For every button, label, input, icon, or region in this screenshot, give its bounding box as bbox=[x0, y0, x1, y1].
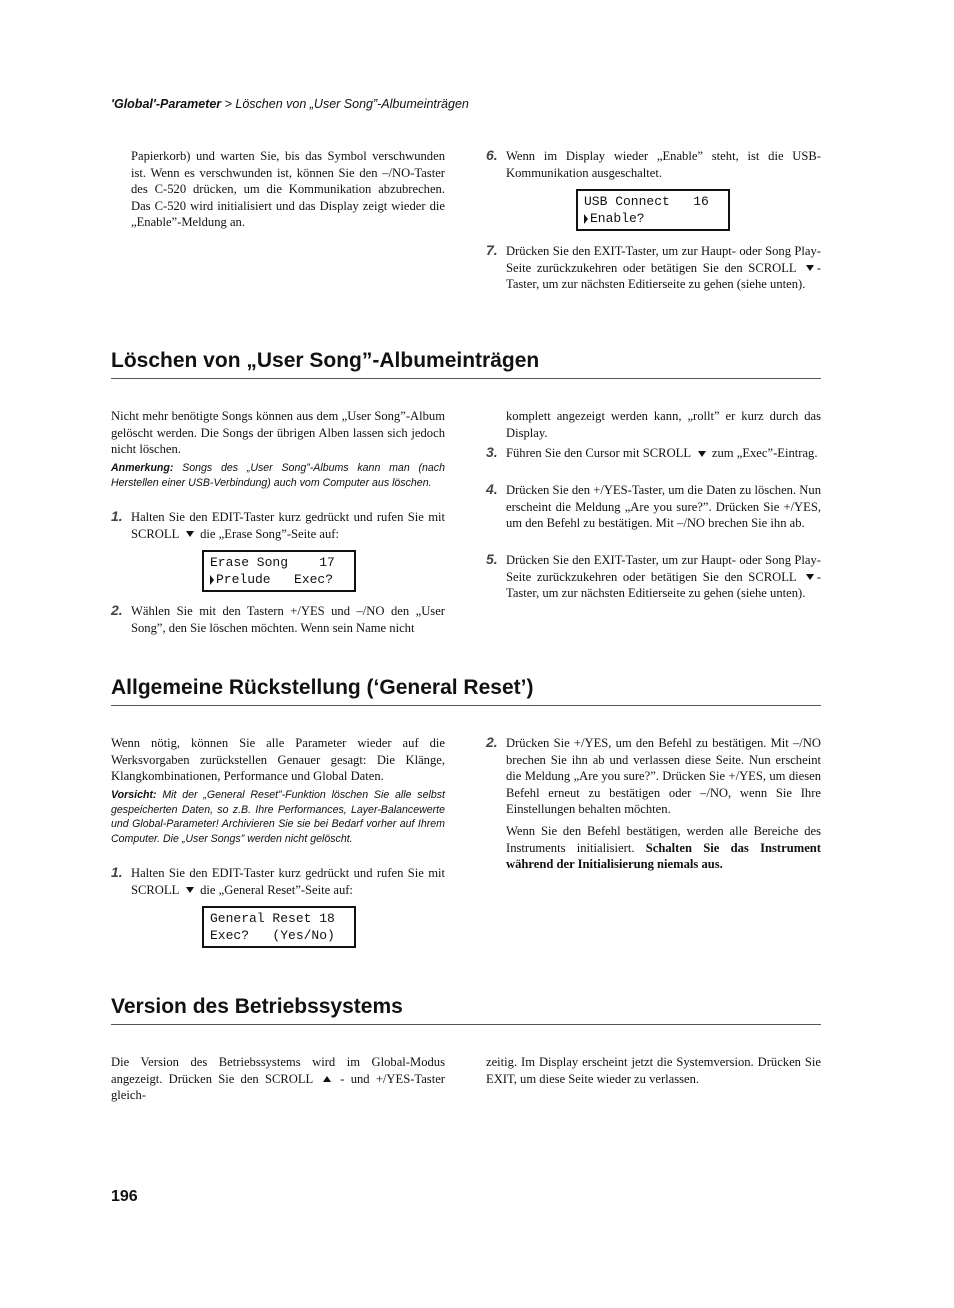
scroll-down-icon bbox=[698, 451, 706, 457]
scroll-down-icon bbox=[806, 574, 814, 580]
lcd-line-1: Erase Song 17 bbox=[210, 555, 335, 570]
running-header-section: 'Global'-Parameter bbox=[111, 97, 222, 111]
caution-label: Vorsicht: bbox=[111, 789, 157, 801]
erase-step-5-text bbox=[506, 552, 821, 602]
lcd-display-general-reset bbox=[202, 906, 356, 948]
step-number-6: 6. bbox=[486, 147, 498, 163]
os-version-b: - und +/YES-Taster gleich- bbox=[111, 1071, 445, 1102]
step-number-1: 1. bbox=[111, 508, 123, 524]
step-7-text-a: Drücken Sie den EXIT-Taster, um zur Haupt- oder Song Play-Seite zurückzukehren oder betätigen Sie den SCROLL bbox=[506, 244, 821, 275]
reset-confirm-a: Wenn Sie den Befehl bestätigen, werden alle Bereiche des Instruments initialisiert. bbox=[506, 824, 821, 855]
reset-warning-bold: Schalten Sie das Instrument während der Initialisierung niemals aus. bbox=[506, 840, 821, 871]
lcd-display-erase-song bbox=[202, 550, 356, 592]
step-number-2: 2. bbox=[111, 602, 123, 618]
erase-step-3-b: zum „Exec”-Eintrag. bbox=[708, 446, 818, 460]
cursor-icon bbox=[584, 214, 588, 224]
caution-note bbox=[111, 788, 445, 846]
lcd-line-1: USB Connect 16 bbox=[584, 194, 709, 209]
reset-step-1-text bbox=[131, 865, 445, 898]
note-label: Anmerkung: bbox=[111, 462, 174, 474]
os-version-text-left bbox=[111, 1054, 445, 1104]
lcd-line-1: General Reset 18 bbox=[210, 911, 335, 926]
erase-step-1-a: Halten Sie den EDIT-Taster kurz gedrückt und rufen Sie mit SCROLL bbox=[131, 510, 445, 541]
note bbox=[111, 461, 445, 490]
step-number-4: 4. bbox=[486, 481, 498, 497]
reset-step-1-b: die „General Reset”-Seite auf: bbox=[196, 882, 353, 897]
erase-intro: Nicht mehr benötigte Songs können aus dem „User Song”-Album gelöscht werden. Die Songs der übrigen Alben lassen sich jedoch nicht löschen. bbox=[111, 409, 445, 456]
reset-confirm-text bbox=[506, 823, 821, 873]
running-header-topic: > Löschen von „User Song”-Albumeinträgen bbox=[221, 97, 469, 111]
cursor-icon bbox=[210, 575, 214, 585]
section-title-general-reset: Allgemeine Rückstellung (‘General Reset’) bbox=[111, 675, 821, 706]
continued-paragraph: Papierkorb) und warten Sie, bis das Symbol verschwunden ist. Wenn es verschwunden ist, können Sie den –/NO-Taster des C-520 drücken, um die Kommunikation abzubrechen. Das C-520 wird initialisiert und das Display zeigt wieder die „Enable”-Meldung an. bbox=[131, 149, 445, 229]
erase-step-2-text: Wählen Sie mit den Tastern +/YES und –/NO den „User Song”, den Sie löschen möchten. Wenn sein Name nicht bbox=[131, 604, 445, 635]
erase-step-3-text bbox=[506, 445, 821, 462]
reset-intro: Wenn nötig, können Sie alle Parameter wieder auf die Werksvorgaben zurückstellen Genauer gesagt: Die Klänge, Klangkombinationen, Performance und Global Daten. bbox=[111, 736, 445, 783]
section-title-erase-user-song: Löschen von „User Song”-Albumeinträgen bbox=[111, 348, 821, 379]
erase-step-2-continued: komplett angezeigt werden kann, „rollt” er kurz durch das Display. bbox=[506, 409, 821, 440]
scroll-down-icon bbox=[806, 265, 814, 271]
section-title-os-version: Version des Betriebssystems bbox=[111, 994, 821, 1025]
page-number: 196 bbox=[111, 1188, 138, 1205]
step-7-text-b: -Taster, um zur nächsten Editierseite zu gehen (siehe unten). bbox=[506, 260, 821, 291]
reset-step-1-a: Halten Sie den EDIT-Taster kurz gedrückt und rufen Sie mit SCROLL bbox=[131, 866, 445, 897]
lcd-line-2: Prelude Exec? bbox=[216, 572, 334, 587]
step-7-text bbox=[506, 243, 821, 293]
lcd-display-usb-connect bbox=[576, 189, 730, 231]
erase-step-1-b: die „Erase Song”-Seite auf: bbox=[196, 526, 339, 541]
scroll-down-icon bbox=[186, 887, 194, 893]
erase-step-3-a: Führen Sie den Cursor mit SCROLL bbox=[506, 446, 691, 460]
scroll-up-icon bbox=[323, 1076, 331, 1082]
step-number-5: 5. bbox=[486, 551, 498, 567]
os-version-text-right: zeitig. Im Display erscheint jetzt die Systemversion. Drücken Sie EXIT, um diese Seite wieder zu verlassen. bbox=[486, 1055, 821, 1086]
erase-step-5-b: -Taster, um zur nächsten Editierseite zu gehen (siehe unten). bbox=[506, 569, 821, 600]
step-6-text: Wenn im Display wieder „Enable” steht, ist die USB-Kommunikation ausgeschaltet. bbox=[506, 149, 821, 180]
scroll-down-icon bbox=[186, 531, 194, 537]
step-number-3: 3. bbox=[486, 444, 498, 460]
lcd-line-2: Exec? (Yes/No) bbox=[210, 928, 335, 943]
caution-text: Mit der „General Reset”-Funktion löschen Sie alle selbst gespeicherten Daten, so z.B. Ihre Performances, Layer-Balancewerte und Global-Parameter! Archivieren Sie sie bei Bedarf vorher auf Ihrem Computer. Die „User Songs” werden nicht gelöscht. bbox=[111, 789, 445, 845]
step-number-1: 1. bbox=[111, 864, 123, 880]
os-version-a: Die Version des Betriebssystems wird im Global-Modus angezeigt. Drücken Sie den SCROLL bbox=[111, 1055, 445, 1086]
running-header bbox=[111, 97, 469, 111]
note-text: Songs des „User Song”-Albums kann man (nach Herstellen einer USB-Verbindung) auch vom Computer aus löschen. bbox=[111, 462, 445, 489]
lcd-line-2: Enable? bbox=[590, 211, 645, 226]
reset-step-2-text: Drücken Sie +/YES, um den Befehl zu bestätigen. Mit –/NO brechen Sie ihn ab und verlassen diese Seite. Nun erscheint die Meldung „Are you sure?”. Drücken Sie +/YES, um diesen Befehl erneut zu bestätigen oder –/NO, wenn Sie Ihre Einstellungen behalten möchten. bbox=[506, 736, 821, 816]
erase-step-1-text bbox=[131, 509, 445, 542]
step-number-7: 7. bbox=[486, 242, 498, 258]
erase-step-4-text: Drücken Sie den +/YES-Taster, um die Daten zu löschen. Nun erscheint die Meldung „Are you sure?”. Drücken Sie +/YES, um den Befehl zu bestätigen. Mit –/NO brechen Sie ihn ab. bbox=[506, 483, 821, 530]
step-number-2: 2. bbox=[486, 734, 498, 750]
erase-step-5-a: Drücken Sie den EXIT-Taster, um zur Haupt- oder Song Play-Seite zurückzukehren oder betätigen Sie den SCROLL bbox=[506, 553, 821, 584]
